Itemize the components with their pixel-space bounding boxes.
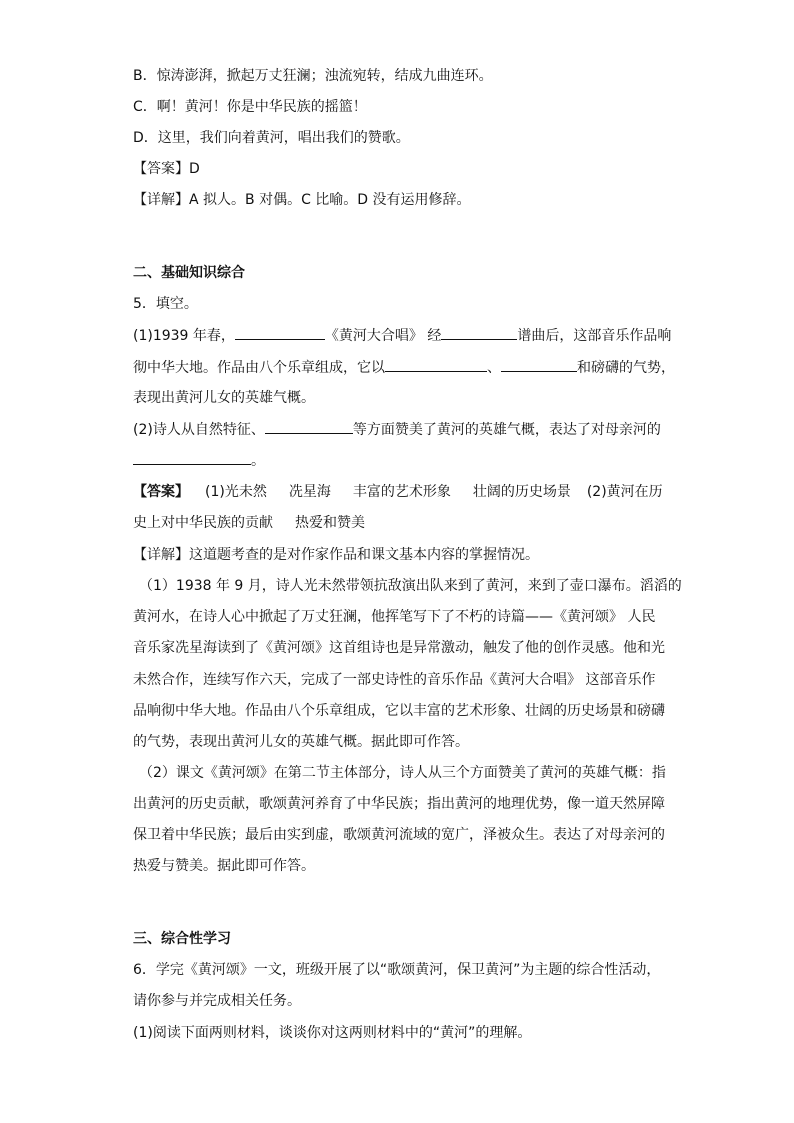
answer-5-item: 热爱和赞美 [295, 515, 365, 531]
detail-4: 【详解】A 拟人。B 对偶。C 比喻。D 没有运用修辞。 [133, 192, 471, 208]
detail-5-line: 的气势，表现出黄河儿女的英雄气概。据此即可作答。 [133, 734, 469, 750]
answer-4: 【答案】D [133, 161, 200, 177]
option-c: C．啊！黄河！你是中华民族的摇篮！ [133, 99, 367, 115]
q5-2-text-b: 等方面赞美了黄河的英雄气概，表达了对母亲河的 [352, 422, 661, 438]
q5-1-text-c: 谱曲后，这部音乐作品响 [517, 328, 672, 344]
detail-5-line: 品响彻中华大地。作品由八个乐章组成，它以丰富的艺术形象、壮阔的历史场景和磅礴 [133, 703, 665, 719]
q5-1-text-d: 彻中华大地。作品由八个乐章组成，它以 [133, 360, 385, 376]
question-5-2-line-1 [133, 419, 661, 440]
answer-5-item: 壮阔的历史场景 [472, 484, 571, 500]
detail-5-line: 未然合作，连续写作六天，完成了一部史诗性的音乐作品《黄河大合唱》 这部音乐作 [133, 672, 656, 688]
question-6-1: (1)阅读下面两则材料，谈谈你对这两则材料中的“黄河”的理解。 [133, 1025, 532, 1041]
answer-5-item: 史上对中华民族的贡献 [133, 515, 273, 531]
q5-1-text-b: 《黄河大合唱》 经 [324, 328, 442, 344]
detail-5-line: （1）1938 年 9 月，诗人光未然带领抗敌演出队来到了黄河，来到了壶口瀑布。滔滔的 [139, 578, 682, 594]
question-5-title: 5．填空。 [133, 296, 198, 312]
question-5-1-line-3: 表现出黄河儿女的英雄气概。 [133, 390, 315, 406]
option-d: D．这里，我们向着黄河，唱出我们的赞歌。 [133, 130, 410, 146]
question-5-1-line-2 [133, 357, 675, 378]
detail-5-line: 出黄河的历史贡献，歌颂黄河养育了中华民族；指出黄河的地理优势，像一道天然屏障 [133, 796, 665, 812]
question-6-line-2: 请你参与并完成相关任务。 [133, 993, 301, 1009]
answer-blank[interactable] [385, 357, 487, 372]
answer-5-item: (1)光未然 [205, 484, 267, 500]
answer-5-line-2 [133, 513, 365, 533]
answer-5-item: 冼星海 [288, 484, 331, 500]
question-5-2-line-2 [133, 450, 265, 471]
section-2-title: 二、基础知识综合 [133, 265, 245, 281]
q5-2-text-a: (2)诗人从自然特征、 [133, 422, 265, 438]
q5-1-text-a: (1)1939 年春， [133, 328, 235, 344]
detail-5-intro: 【详解】这道题考查的是对作家作品和课文基本内容的掌握情况。 [133, 547, 539, 563]
question-6-line-1: 6．学完《黄河颂》一文，班级开展了以“歌颂黄河，保卫黄河”为主题的综合性活动， [133, 962, 661, 978]
section-3-title: 三、综合性学习 [133, 931, 231, 947]
answer-blank[interactable] [441, 325, 517, 340]
detail-5-line: 黄河水，在诗人心中掀起了万丈狂澜，他挥笔写下了不朽的诗篇——《黄河颂》 人民 [133, 609, 656, 625]
answer-blank[interactable] [235, 325, 325, 340]
detail-5-line: 音乐家冼星海读到了《黄河颂》这首组诗也是异常激动，触发了他的创作灵感。他和光 [133, 640, 665, 656]
q5-1-text-f: 和磅礴的气势， [577, 360, 675, 376]
question-5-1-line-1 [133, 325, 671, 346]
detail-5-line: 热爱与赞美。据此即可作答。 [133, 858, 315, 874]
answer-label: 【答案】 [133, 484, 189, 500]
answer-blank[interactable] [265, 419, 353, 434]
detail-5-line: 保卫着中华民族；最后由实到虚，歌颂黄河流域的宽广，泽被众生。表达了对母亲河的 [133, 827, 665, 843]
option-b: B．惊涛澎湃，掀起万丈狂澜；浊流宛转，结成九曲连环。 [133, 68, 493, 84]
answer-5-item: (2)黄河在历 [586, 484, 663, 500]
answer-5-line-1 [133, 482, 663, 502]
answer-5-item: 丰富的艺术形象 [352, 484, 451, 500]
q5-1-text-e: 、 [487, 360, 501, 376]
q5-2-end: 。 [251, 453, 265, 469]
answer-blank[interactable] [133, 450, 251, 465]
answer-blank[interactable] [501, 357, 577, 372]
detail-5-line: （2）课文《黄河颂》在第二节主体部分，诗人从三个方面赞美了黄河的英雄气概：指 [139, 765, 666, 781]
